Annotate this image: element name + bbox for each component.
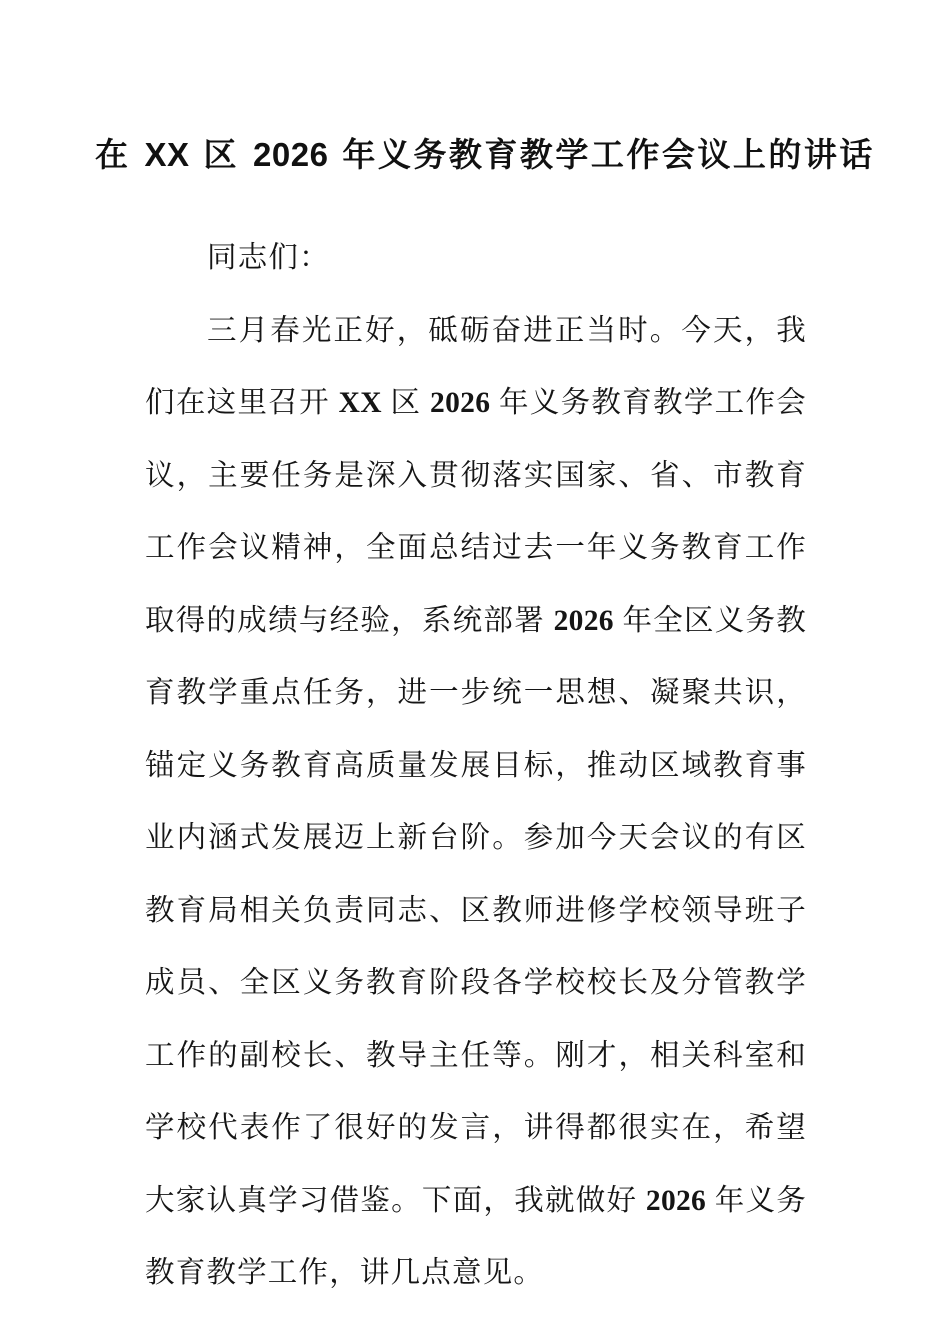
para-segment-cjk-5: 年义务教育教学工作，讲几点意见。 xyxy=(145,1184,807,1289)
para-segment-cjk-4: 年全区义务教育教学重点任务，进一步统一思想、凝聚共识，锚定义务教育高质量发展目标，推动区域教育事业内涵式发展迈上新台阶。参加今天会议的有区教育局相关负责同志、区教师进修学校领导班子成员、全区义务教育阶段各学校校长及分管教学工作的副校长、教导主任等。刚才，相关科室和学校代表作了很好的发言，讲得都很实在，希望大家认真学习借鉴。下面，我就做好 xyxy=(145,604,807,1217)
page-title xyxy=(95,128,875,182)
title-segment-latin-xx: XX xyxy=(144,136,190,174)
para-segment-latin-xx: XX xyxy=(338,387,382,419)
document-body xyxy=(145,222,807,1310)
para-segment-latin-year-2: 2026 xyxy=(553,604,614,637)
opening-paragraph xyxy=(145,295,807,1310)
salutation-line: 同志们： xyxy=(207,242,330,274)
title-segment-latin-year: 2026 xyxy=(253,136,329,174)
title-segment-cjk-3: 年义务教育教学工作会议上的讲话 xyxy=(328,135,875,175)
para-segment-cjk-2: 区 xyxy=(381,387,431,419)
title-segment-cjk-1: 在 xyxy=(95,135,145,175)
para-segment-cjk-1: 三月春光正好，砥砺奋进正当时。今天，我们在这里召开 xyxy=(145,314,807,419)
para-segment-latin-year-1: 2026 xyxy=(430,387,491,419)
title-segment-cjk-2: 区 xyxy=(189,135,254,175)
para-segment-cjk-3: 年义务教育教学工作会议，主要任务是深入贯彻落实国家、省、市教育工作会议精神，全面总结过去一年义务教育工作取得的成绩与经验，系统部署 xyxy=(145,387,808,637)
para-segment-latin-year-3: 2026 xyxy=(645,1184,707,1217)
